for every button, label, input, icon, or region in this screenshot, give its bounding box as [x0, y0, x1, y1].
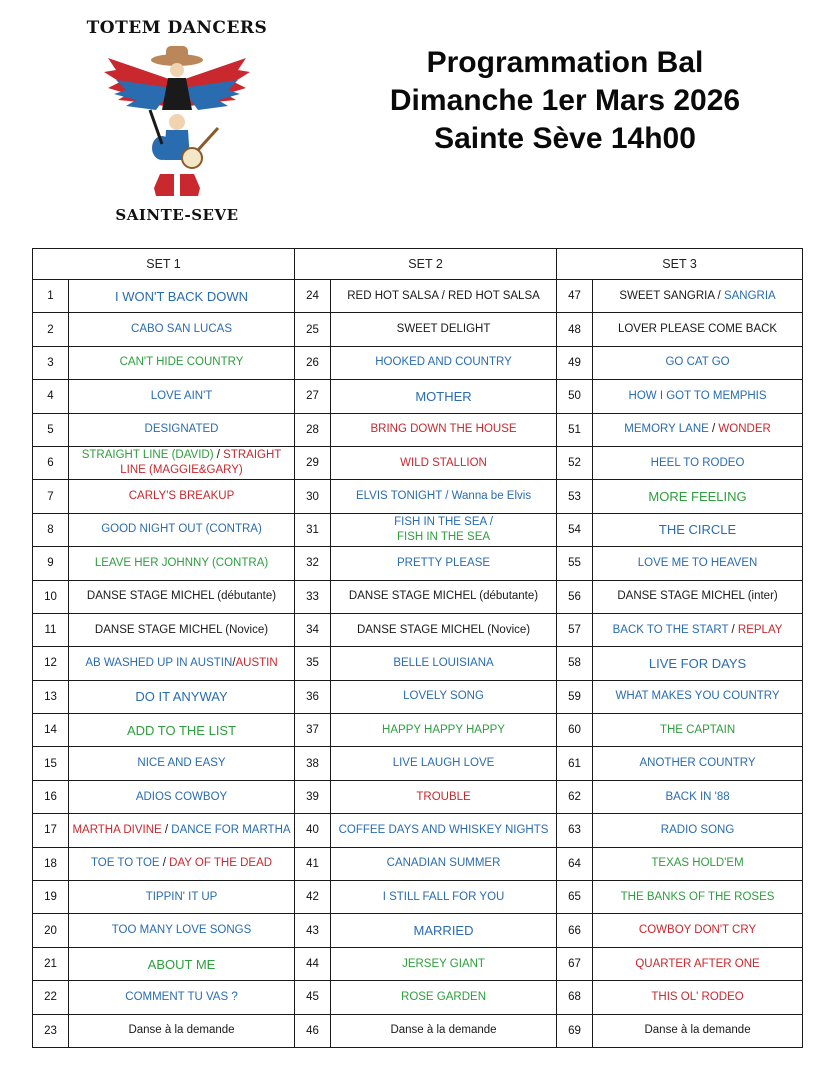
dance-title: [331, 947, 557, 980]
dance-title: [69, 947, 295, 980]
dance-title: [69, 847, 295, 880]
dance-number: 33: [295, 580, 331, 613]
dance-title: [331, 380, 557, 413]
dance-title: [593, 914, 803, 947]
dance-title: [593, 380, 803, 413]
dance-title-part: MORE FEELING: [648, 489, 747, 505]
table-row: [33, 413, 803, 446]
dance-title: [331, 914, 557, 947]
dance-title: [331, 547, 557, 580]
dance-title: [331, 480, 557, 513]
dance-title-part: LOVE ME TO HEAVEN: [637, 556, 758, 569]
dance-title: [593, 446, 803, 479]
dance-number: 34: [295, 613, 331, 646]
dance-title-part: TROUBLE: [416, 790, 471, 803]
dance-title-part: WILD STALLION: [400, 456, 487, 469]
dance-title-part: DANSE STAGE MICHEL (inter): [617, 590, 778, 603]
dance-title: [593, 280, 803, 313]
dance-title: [69, 547, 295, 580]
dance-title: [331, 847, 557, 880]
dance-number: 10: [33, 580, 69, 613]
dance-title: [593, 747, 803, 780]
dance-title-part: ELVIS TONIGHT / Wanna be Elvis: [355, 490, 532, 503]
dance-title-part: /: [232, 656, 236, 669]
table-row: [33, 647, 803, 680]
dance-title-part: Danse à la demande: [128, 1024, 235, 1037]
dance-number: 44: [295, 947, 331, 980]
dance-title: [593, 847, 803, 880]
dance-number: 52: [557, 446, 593, 479]
dance-title-part: /: [728, 623, 738, 636]
dance-title-part: JERSEY GIANT: [402, 957, 485, 970]
dance-title: [331, 346, 557, 379]
dance-title: [331, 881, 557, 914]
dance-number: 24: [295, 280, 331, 313]
dance-title-part: /: [159, 857, 170, 870]
dance-number: 21: [33, 947, 69, 980]
dance-number: 3: [33, 346, 69, 379]
dance-number: 13: [33, 680, 69, 713]
table-row: [33, 1014, 803, 1047]
dance-title-part: BACK IN '88: [665, 790, 730, 803]
dance-title: [331, 313, 557, 346]
dance-number: 60: [557, 714, 593, 747]
dance-title-part: COWBOY DON'T CRY: [638, 924, 757, 937]
dance-number: 43: [295, 914, 331, 947]
dance-title-part: THE BANKS OF THE ROSES: [620, 890, 775, 903]
dance-number: 67: [557, 947, 593, 980]
dance-number: 38: [295, 747, 331, 780]
dance-number: 51: [557, 413, 593, 446]
dance-title-part: BRING DOWN THE HOUSE: [370, 423, 517, 436]
dance-number: 29: [295, 446, 331, 479]
table-row: [33, 747, 803, 780]
dance-title: [69, 446, 295, 479]
dance-number: 12: [33, 647, 69, 680]
dance-title-part: /: [213, 449, 224, 462]
dance-title: [69, 480, 295, 513]
dance-title: [69, 513, 295, 546]
dance-number: 32: [295, 547, 331, 580]
set-3-header: SET 3: [557, 249, 803, 280]
logo-bottom-text: SAINTE-SEVE: [115, 206, 239, 224]
table-row: [33, 680, 803, 713]
dance-title-part: /: [161, 823, 172, 836]
dance-number: 41: [295, 847, 331, 880]
dance-title: [331, 680, 557, 713]
dance-number: 30: [295, 480, 331, 513]
dance-title: [593, 313, 803, 346]
dance-title-part: DANSE STAGE MICHEL (débutante): [86, 590, 277, 603]
dance-title: [331, 280, 557, 313]
dance-title-part: HOW I GOT TO MEMPHIS: [628, 389, 767, 402]
table-row: [33, 847, 803, 880]
dance-title: [593, 714, 803, 747]
dance-title: [69, 580, 295, 613]
dance-title-part: GO CAT GO: [665, 356, 730, 369]
dance-number: 49: [557, 346, 593, 379]
dance-title-part: AUSTIN: [235, 656, 278, 669]
dance-title-part: LIVE FOR DAYS: [648, 655, 747, 671]
dance-title-part: FISH IN THE SEA: [396, 530, 491, 543]
dance-number: 17: [33, 814, 69, 847]
dance-title: [593, 613, 803, 646]
dance-title-part: CAN'T HIDE COUNTRY: [119, 356, 244, 369]
cowboy-eagle-logo-icon: [100, 40, 254, 204]
dance-title-part: MEMORY LANE: [624, 423, 709, 436]
set-2-header: SET 2: [295, 249, 557, 280]
dance-title-part: HEEL TO RODEO: [650, 456, 745, 469]
dance-title-part: DAY OF THE DEAD: [169, 857, 273, 870]
dance-title: [593, 547, 803, 580]
dance-number: 58: [557, 647, 593, 680]
program-title: [350, 44, 780, 158]
dance-title: [331, 747, 557, 780]
dance-number: 45: [295, 981, 331, 1014]
dance-number: 1: [33, 280, 69, 313]
title-line-2: Dimanche 1er Mars 2026: [389, 84, 741, 117]
dance-title-part: GOOD NIGHT OUT (CONTRA): [101, 523, 262, 536]
dance-title-part: /: [708, 423, 719, 436]
dance-title: [69, 380, 295, 413]
dance-title: [69, 780, 295, 813]
dance-title-part: ANOTHER COUNTRY: [639, 757, 756, 770]
dance-title: [69, 981, 295, 1014]
dance-title-part: ADD TO THE LIST: [126, 722, 237, 738]
table-row: [33, 446, 803, 479]
dance-title: [69, 714, 295, 747]
dance-title-part: BACK TO THE START: [612, 623, 729, 636]
dance-title-part: DO IT ANYWAY: [135, 689, 228, 705]
dance-title: [593, 413, 803, 446]
dance-number: 63: [557, 814, 593, 847]
dance-title-part: NICE AND EASY: [137, 757, 226, 770]
dance-title-part: HOOKED AND COUNTRY: [375, 356, 512, 369]
table-row: [33, 280, 803, 313]
dance-number: 25: [295, 313, 331, 346]
dance-number: 2: [33, 313, 69, 346]
dance-title-part: I STILL FALL FOR YOU: [382, 890, 505, 903]
dance-title: [69, 1014, 295, 1047]
dance-number: 18: [33, 847, 69, 880]
dance-number: 53: [557, 480, 593, 513]
set-header-row: [33, 249, 803, 280]
dance-title: [69, 413, 295, 446]
dance-title-part: WHAT MAKES YOU COUNTRY: [615, 690, 780, 703]
dance-number: 4: [33, 380, 69, 413]
dance-title-part: MOTHER: [415, 388, 472, 404]
table-row: [33, 480, 803, 513]
dance-number: 23: [33, 1014, 69, 1047]
dance-title-part: RADIO SONG: [660, 823, 735, 836]
dance-title-part: DANSE STAGE MICHEL (Novice): [94, 623, 269, 636]
dance-title-part: DANSE STAGE MICHEL (Novice): [356, 623, 531, 636]
dance-number: 61: [557, 747, 593, 780]
title-line-3: Sainte Sève 14h00: [434, 122, 696, 155]
dance-title: [331, 613, 557, 646]
dance-title: [331, 580, 557, 613]
dance-title-part: WONDER: [718, 423, 771, 436]
dance-title-part: Danse à la demande: [390, 1024, 497, 1037]
dance-title-part: DESIGNATED: [144, 423, 219, 436]
dance-title-part: COFFEE DAYS AND WHISKEY NIGHTS: [338, 823, 549, 836]
table-row: [33, 346, 803, 379]
program-table: [32, 248, 803, 1048]
dance-title: [69, 747, 295, 780]
table-row: [33, 780, 803, 813]
dance-title-part: SWEET SANGRIA /: [619, 289, 724, 302]
dance-title-part: TIPPIN' IT UP: [145, 890, 218, 903]
dance-title: [593, 780, 803, 813]
set-1-header: SET 1: [33, 249, 295, 280]
dance-title-part: CANADIAN SUMMER: [386, 857, 501, 870]
dance-number: 35: [295, 647, 331, 680]
table-row: [33, 613, 803, 646]
dance-title-part: LIVE LAUGH LOVE: [392, 757, 495, 770]
dance-title-part: TOE TO TOE: [90, 857, 160, 870]
dance-number: 57: [557, 613, 593, 646]
dance-number: 64: [557, 847, 593, 880]
dance-number: 7: [33, 480, 69, 513]
title-line-1: Programmation Bal: [426, 46, 704, 79]
dance-title-part: HAPPY HAPPY HAPPY: [382, 723, 505, 736]
dance-title: [331, 513, 557, 546]
dance-title-part: THE CIRCLE: [658, 522, 737, 538]
dance-number: 54: [557, 513, 593, 546]
dance-number: 62: [557, 780, 593, 813]
dance-number: 6: [33, 446, 69, 479]
dance-number: 36: [295, 680, 331, 713]
dance-title-part: STRAIGHT LINE (MAGGIE&GARY): [120, 449, 282, 477]
dance-title-part: SWEET DELIGHT: [396, 323, 491, 336]
dance-title-part: ADIOS COWBOY: [135, 790, 228, 803]
dance-number: 26: [295, 346, 331, 379]
dance-title-part: MARTHA DIVINE: [72, 823, 162, 836]
dance-title: [593, 480, 803, 513]
table-row: [33, 580, 803, 613]
dance-title: [331, 413, 557, 446]
table-row: [33, 313, 803, 346]
dance-title: [593, 513, 803, 546]
dance-number: 42: [295, 881, 331, 914]
dance-title: [69, 647, 295, 680]
dance-title: [593, 947, 803, 980]
dance-number: 55: [557, 547, 593, 580]
dance-number: 27: [295, 380, 331, 413]
table-row: [33, 881, 803, 914]
dance-title-part: FISH IN THE SEA /: [394, 515, 493, 528]
table-row: [33, 547, 803, 580]
dance-title-part: CABO SAN LUCAS: [131, 323, 232, 336]
dance-number: 47: [557, 280, 593, 313]
dance-title: [69, 280, 295, 313]
dance-number: 20: [33, 914, 69, 947]
table-row: [33, 513, 803, 546]
dance-title: [331, 714, 557, 747]
dance-title-part: RED HOT SALSA / RED HOT SALSA: [347, 289, 540, 302]
dance-title: [593, 346, 803, 379]
dance-title-part: LOVELY SONG: [403, 690, 484, 703]
dance-title: [69, 814, 295, 847]
dance-number: 8: [33, 513, 69, 546]
dance-number: 15: [33, 747, 69, 780]
table-row: [33, 981, 803, 1014]
dance-title: [593, 647, 803, 680]
dance-title-part: COMMENT TU VAS ?: [125, 990, 238, 1003]
dance-number: 68: [557, 981, 593, 1014]
dance-number: 69: [557, 1014, 593, 1047]
table-row: [33, 814, 803, 847]
dance-title: [593, 814, 803, 847]
dance-title: [331, 647, 557, 680]
dance-number: 65: [557, 881, 593, 914]
dance-title: [69, 914, 295, 947]
dance-number: 59: [557, 680, 593, 713]
dance-title: [69, 346, 295, 379]
dance-title-part: REPLAY: [737, 623, 783, 636]
dance-title: [331, 1014, 557, 1047]
dance-title-part: LOVE AIN'T: [150, 389, 213, 402]
dance-title-part: THIS OL' RODEO: [651, 990, 744, 1003]
dance-number: 9: [33, 547, 69, 580]
dance-title-part: STRAIGHT LINE (DAVID): [81, 449, 214, 462]
dance-number: 39: [295, 780, 331, 813]
dance-title: [69, 313, 295, 346]
club-logo: [82, 12, 272, 232]
dance-title: [593, 680, 803, 713]
dance-title-part: MARRIED: [413, 923, 474, 939]
dance-number: 5: [33, 413, 69, 446]
dance-number: 46: [295, 1014, 331, 1047]
dance-title-part: THE CAPTAIN: [659, 723, 736, 736]
dance-number: 16: [33, 780, 69, 813]
dance-number: 50: [557, 380, 593, 413]
dance-title-part: ABOUT ME: [147, 956, 216, 972]
dance-number: 14: [33, 714, 69, 747]
dance-number: 66: [557, 914, 593, 947]
dance-title-part: AB WASHED UP IN AUSTIN: [85, 656, 233, 669]
dance-title-part: Danse à la demande: [644, 1024, 751, 1037]
dance-title-part: DANCE FOR MARTHA: [171, 823, 291, 836]
table-row: [33, 380, 803, 413]
dance-title: [69, 881, 295, 914]
dance-title-part: LOVER PLEASE COME BACK: [617, 323, 778, 336]
dance-title: [593, 580, 803, 613]
dance-title-part: I WON'T BACK DOWN: [115, 288, 248, 304]
dance-number: 28: [295, 413, 331, 446]
dance-title: [593, 1014, 803, 1047]
dance-number: 31: [295, 513, 331, 546]
dance-title: [593, 981, 803, 1014]
dance-title-part: DANSE STAGE MICHEL (débutante): [348, 590, 539, 603]
table-row: [33, 947, 803, 980]
dance-number: 40: [295, 814, 331, 847]
dance-title-part: TEXAS HOLD'EM: [651, 857, 744, 870]
dance-title-part: CARLY'S BREAKUP: [128, 490, 235, 503]
dance-title-part: PRETTY PLEASE: [396, 556, 491, 569]
dance-title-part: ROSE GARDEN: [401, 990, 487, 1003]
dance-title: [593, 881, 803, 914]
dance-title: [69, 613, 295, 646]
dance-title-part: LEAVE HER JOHNNY (CONTRA): [94, 556, 269, 569]
dance-number: 19: [33, 881, 69, 914]
dance-title-part: SANGRIA: [723, 289, 776, 302]
program-table-body: [33, 280, 803, 1048]
logo-top-text: TOTEM DANCERS: [86, 18, 268, 38]
dance-number: 56: [557, 580, 593, 613]
dance-title: [69, 680, 295, 713]
table-row: [33, 914, 803, 947]
dance-title: [331, 814, 557, 847]
dance-title-part: QUARTER AFTER ONE: [635, 957, 760, 970]
dance-number: 22: [33, 981, 69, 1014]
table-row: [33, 714, 803, 747]
dance-number: 37: [295, 714, 331, 747]
dance-title: [331, 780, 557, 813]
dance-title: [331, 981, 557, 1014]
dance-title-part: BELLE LOUISIANA: [393, 656, 494, 669]
dance-title-part: TOO MANY LOVE SONGS: [111, 924, 252, 937]
dance-number: 11: [33, 613, 69, 646]
dance-title: [331, 446, 557, 479]
dance-number: 48: [557, 313, 593, 346]
